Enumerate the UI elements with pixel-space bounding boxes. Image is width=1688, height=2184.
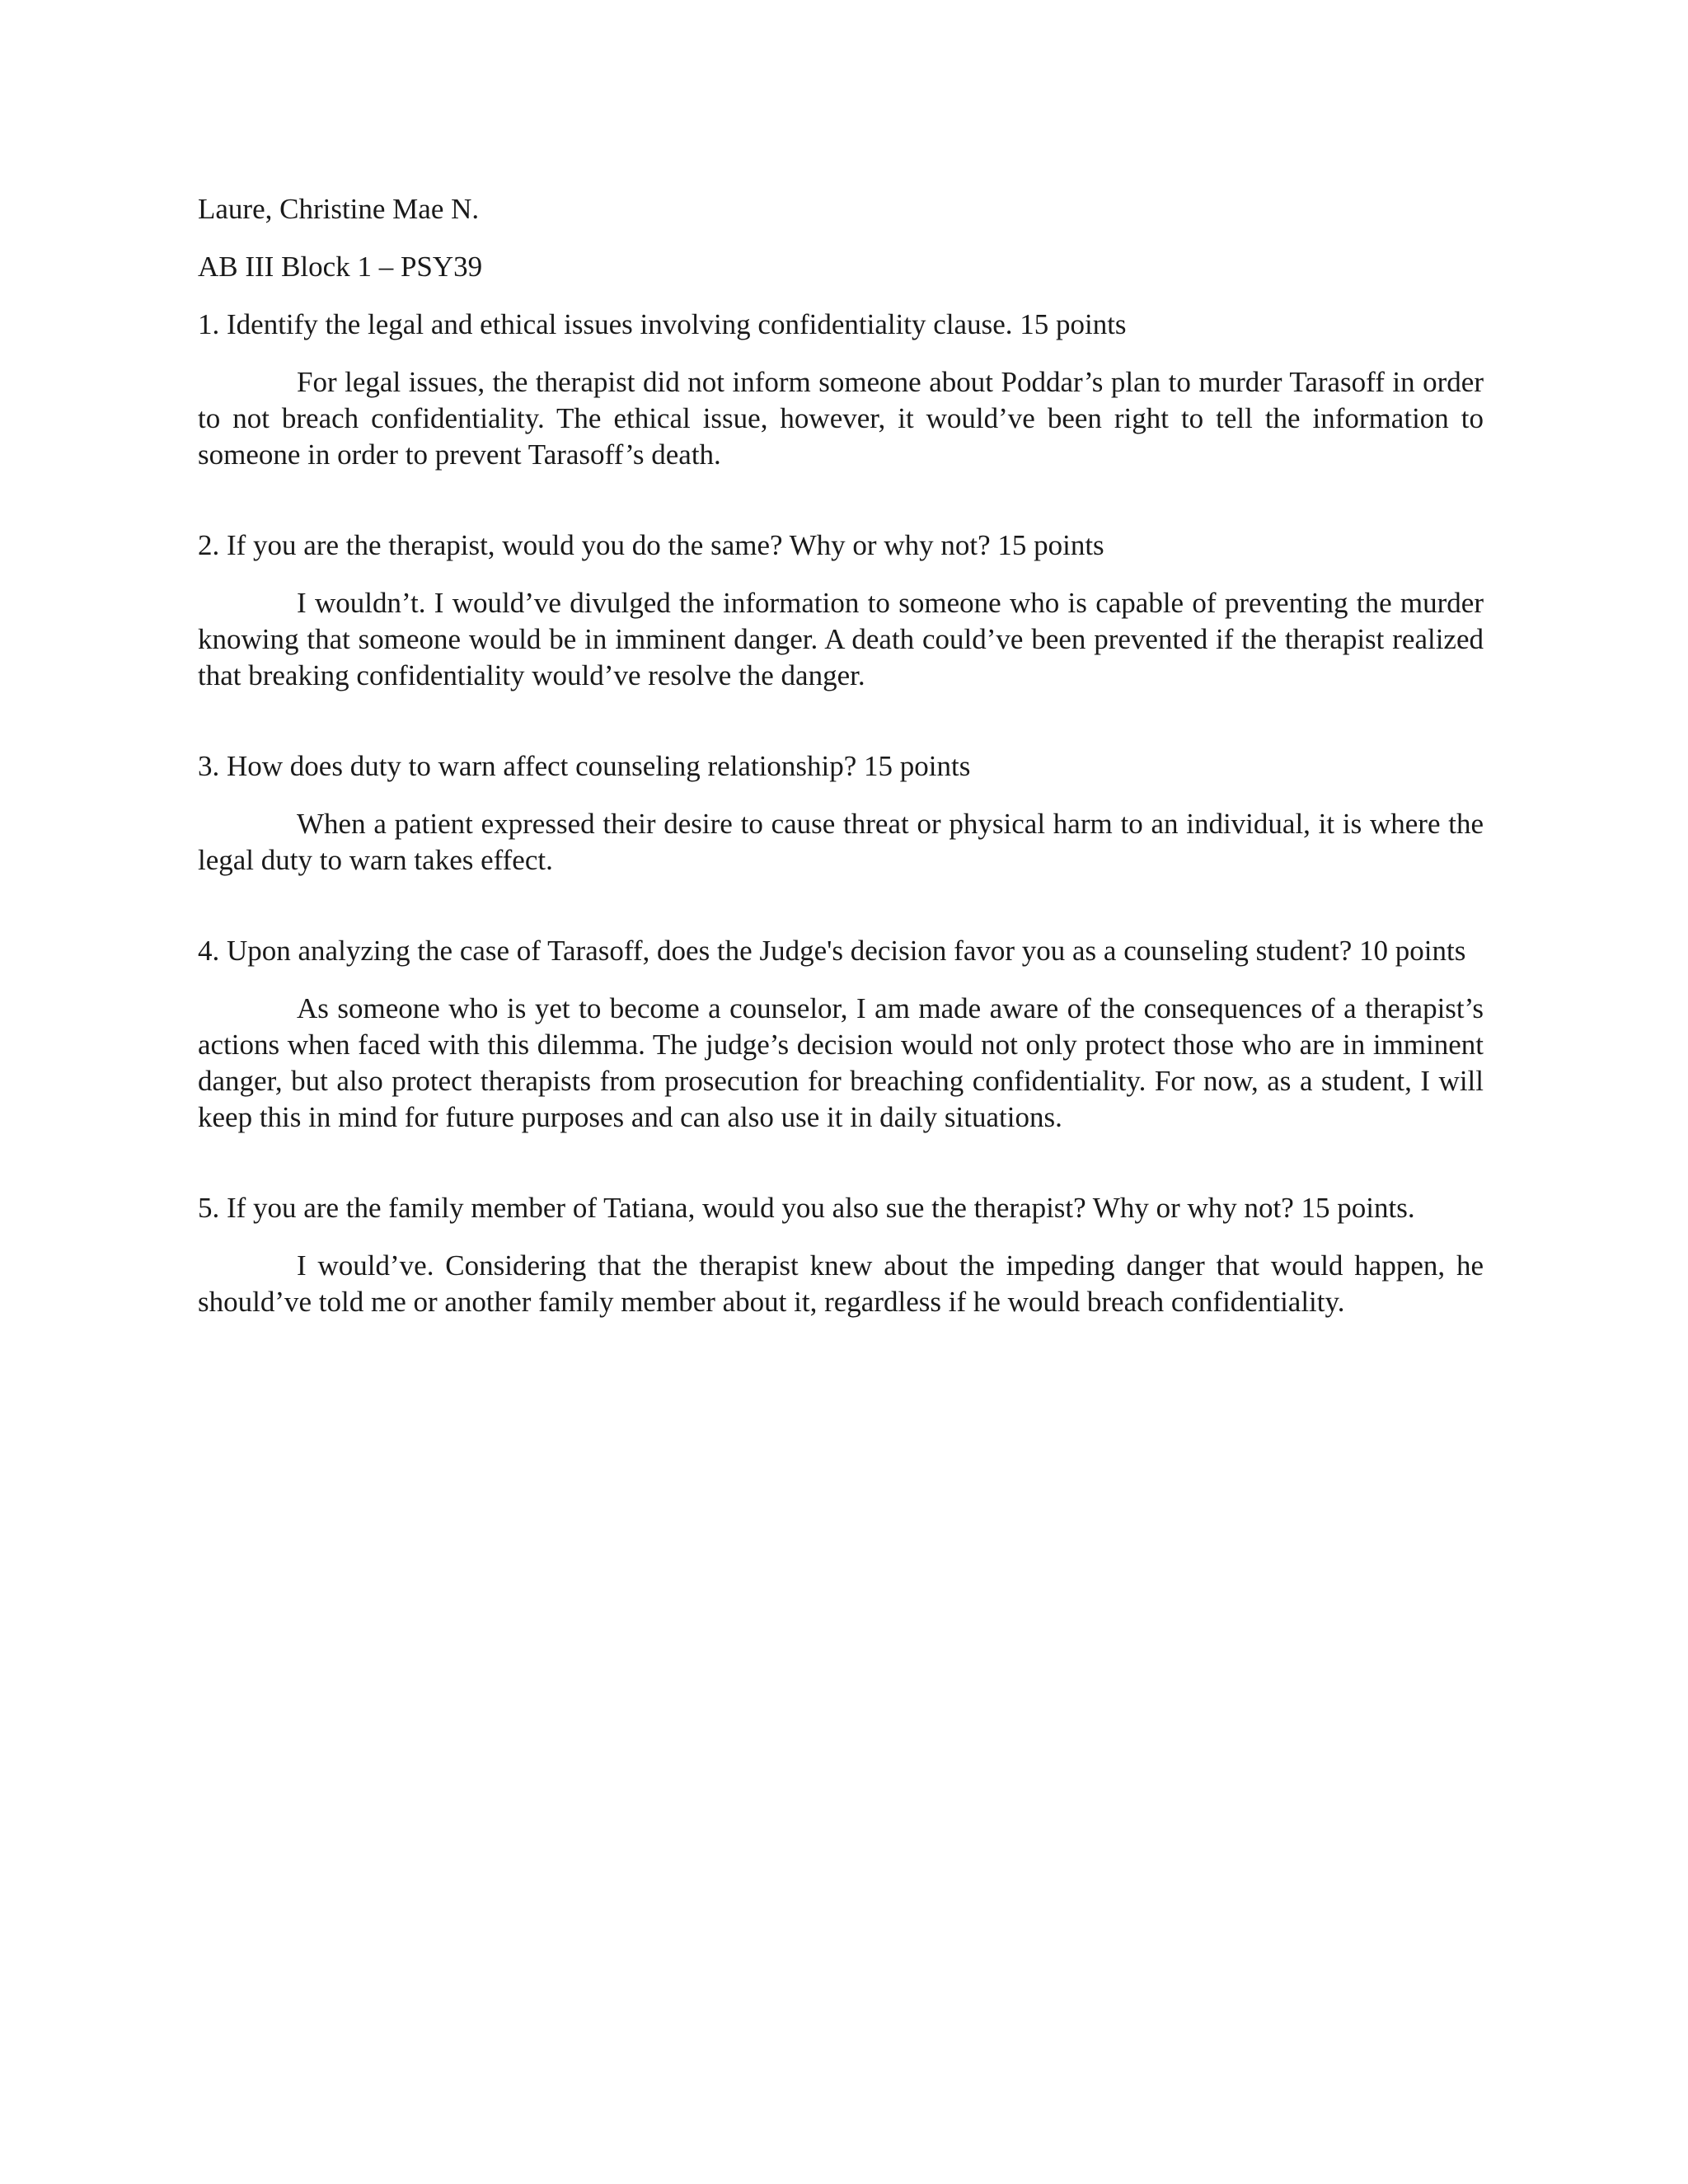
question-3: 3. How does duty to warn affect counseling relationship? 15 points [198, 750, 971, 782]
question-1: 1. Identify the legal and ethical issues involving confidentiality clause. 15 points [198, 308, 1127, 340]
section-label: AB III Block 1 – PSY39 [198, 251, 483, 283]
question-5: 5. If you are the family member of Tatiana, would you also sue the therapist? Why or why not? 15 points. [198, 1192, 1415, 1224]
answer-3: When a patient expressed their desire to cause threat or physical harm to an individual, it is where the legal duty to warn takes effect. [198, 808, 1484, 876]
student-name: Laure, Christine Mae N. [198, 193, 480, 225]
question-4: 4. Upon analyzing the case of Tarasoff, does the Judge's decision favor you as a counseling student? 10 points [198, 935, 1466, 967]
answer-1: For legal issues, the therapist did not inform someone about Poddar’s plan to murder Tarasoff in order to not breach confidentiality. The ethical issue, however, it would’ve been right to tell the information to someone in order to prevent Tarasoff’s death. [198, 366, 1484, 471]
answer-2: I wouldn’t. I would’ve divulged the information to someone who is capable of preventing the murder knowing that someone would be in imminent danger. A death could’ve been prevented if the therapist realized that breaking confidentiality would’ve resolve the danger. [198, 587, 1484, 691]
answer-5: I would’ve. Considering that the therapist knew about the impeding danger that would happen, he should’ve told me or another family member about it, regardless if he would breach confidentiality. [198, 1249, 1484, 1318]
question-2: 2. If you are the therapist, would you do the same? Why or why not? 15 points [198, 529, 1104, 561]
answer-4: As someone who is yet to become a counselor, I am made aware of the consequences of a therapist’s actions when faced with this dilemma. The judge’s decision would not only protect those who are in imminent danger, but also protect therapists from prosecution for breaching confidentiality. For now, as a student, I will keep this in mind for future purposes and can also use it in daily situations. [198, 992, 1484, 1133]
document-page [198, 191, 1484, 1375]
